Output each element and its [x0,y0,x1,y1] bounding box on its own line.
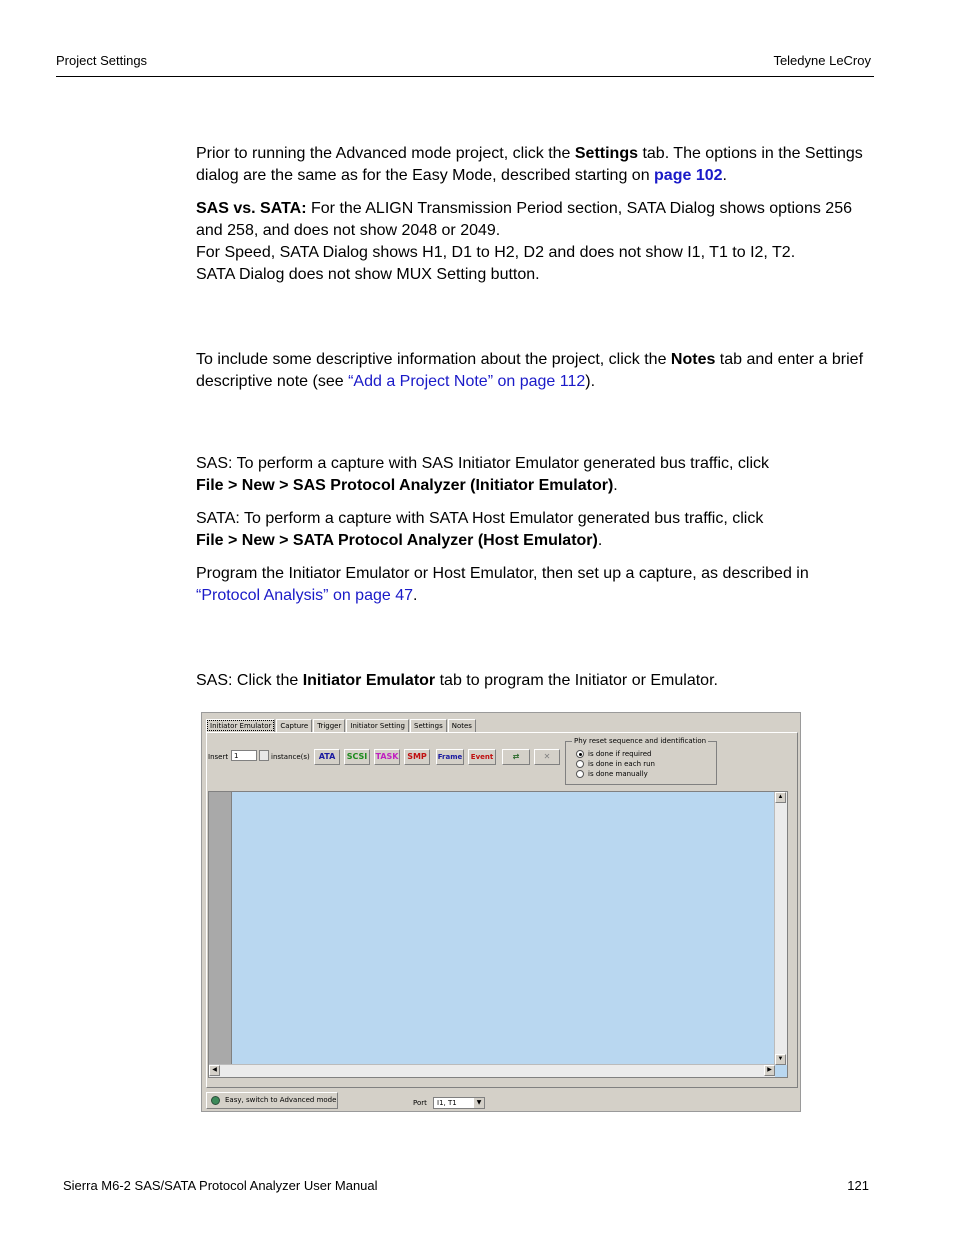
text: tab and enter a brief descriptive note (see [196,351,864,390]
settings-tab-term: Settings [574,145,638,162]
frame-button[interactable]: Frame [436,749,464,765]
page-102-link[interactable]: page 102 [654,167,723,184]
phy-option-manually[interactable] [576,770,648,778]
header-rule [56,76,874,77]
task-button[interactable]: TASK [374,749,400,765]
phy-option-each-run[interactable] [576,760,655,768]
move-arrows-icon: ⇄ [512,752,520,761]
phy-option-if-required[interactable] [576,750,651,758]
dialog-bottom-bar [201,1087,801,1112]
sas-vs-sata-label: SAS vs. SATA: [196,200,307,217]
protocol-analysis-link[interactable]: “Protocol Analysis” on page 47 [196,587,414,604]
sata-menu-path-bold: File > New > SATA Protocol Analyzer (Host Emulator) [196,532,598,549]
text: For the ALIGN Transmission Period section, SATA Dialog shows options 256 and 258, and does not show 2048 or 2049. [196,200,852,239]
scsi-button[interactable]: SCSI [344,749,370,765]
instances-label: instance(s) [271,753,310,761]
text: Prior to running the Advanced mode project, click the [196,145,575,162]
phy-reset-group [565,737,717,785]
text: . [613,477,618,494]
tab-initiator-setting[interactable]: Initiator Setting [346,719,409,732]
footer-page-number: 121 [847,1178,869,1193]
port-label: Port [413,1099,427,1107]
scroll-left-button[interactable] [209,1065,220,1076]
arrow-up-icon: ▲ [777,794,784,800]
initiator-emulator-term: Initiator Emulator [302,672,436,689]
phy-option-label: is done in each run [588,760,655,768]
speed-paragraph: For Speed, SATA Dialog shows H1, D1 to H2, D2 and does not show I1, T1 to I2, T2. [196,244,796,261]
vertical-scrollbar[interactable] [774,792,787,1065]
text: . [722,167,727,184]
insert-label: Insert [208,753,229,761]
add-project-note-link[interactable]: “Add a Project Note” on page 112 [348,373,586,390]
ata-button[interactable]: ATA [314,749,340,765]
notes-paragraph [196,349,876,393]
notes-section [196,349,876,393]
text: . [597,532,603,549]
easy-switch-label: Easy, switch to Advanced mode [225,1096,337,1104]
text: Program the Initiator Emulator or Host Emulator, then set up a capture, as described in [196,565,809,582]
dialog-tabs [206,719,477,732]
phy-option-label: is done manually [588,770,648,778]
insert-spinner[interactable] [259,750,269,761]
phy-reset-group-title: Phy reset sequence and identification [574,737,707,745]
scroll-up-button[interactable] [775,792,786,803]
port-select[interactable] [433,1097,485,1109]
radio-selected-icon [576,750,584,758]
sas-capture-text: SAS: To perform a capture with SAS Initiator Emulator generated bus traffic, click [196,455,770,472]
sata-capture-text: SATA: To perform a capture with SATA Host Emulator generated bus traffic, click [196,510,764,527]
text: ). [585,373,596,390]
arrow-right-icon: ▶ [767,1067,772,1073]
tab-notes[interactable]: Notes [448,719,476,732]
horizontal-scrollbar[interactable] [209,1064,775,1077]
phy-option-label: is done if required [588,750,652,758]
tab-initiator-emulator[interactable]: Initiator Emulator [206,719,275,732]
delete-button[interactable] [534,749,560,765]
settings-section [196,143,876,286]
capture-section [196,453,876,607]
arrow-down-icon: ▼ [777,1056,784,1062]
globe-icon [211,1096,220,1105]
scroll-down-button[interactable] [775,1054,786,1065]
text: SAS: Click the [196,672,303,689]
text: tab. The options in the Settings dialog are the same as for the Easy Mode, described starting on [196,145,863,184]
tab-trigger[interactable]: Trigger [313,719,345,732]
emulator-script-grid[interactable] [208,791,788,1078]
insert-count-input[interactable]: 1 [231,750,257,761]
radio-icon [576,770,584,778]
radio-icon [576,760,584,768]
port-selected-value: I1, T1 [437,1099,457,1107]
notes-tab-term: Notes [670,351,716,368]
sas-menu-path-bold: File > New > SAS Protocol Analyzer (Initiator Emulator) [196,477,614,494]
running-header-left: Project Settings [56,53,148,68]
running-header-right: Teledyne LeCroy [773,53,871,68]
program-paragraph [196,563,876,607]
mux-paragraph: SATA Dialog does not show MUX Setting button. [196,266,540,283]
close-icon: ✕ [543,752,551,761]
sata-menu-path [196,530,876,552]
tab-settings[interactable]: Settings [410,719,447,732]
arrow-left-icon: ◀ [212,1067,217,1073]
sas-vs-sata-paragraph [196,198,876,242]
chevron-down-icon: ▼ [474,1098,484,1108]
row-header-column [209,792,232,1065]
text: . [413,587,418,604]
text: To include some descriptive information about the project, click the [196,351,671,368]
event-button[interactable]: Event [468,749,496,765]
sas-menu-path [196,475,876,497]
scroll-right-button[interactable] [764,1065,775,1076]
easy-switch-button[interactable] [206,1092,338,1109]
text: tab to program the Initiator or Emulator. [435,672,718,689]
emulator-section [196,670,876,692]
emulator-paragraph [196,670,876,692]
footer-manual-title: Sierra M6-2 SAS/SATA Protocol Analyzer User Manual [63,1178,378,1193]
settings-paragraph [196,143,876,187]
tab-capture[interactable]: Capture [276,719,312,732]
move-arrows-button[interactable] [502,749,530,765]
smp-button[interactable]: SMP [404,749,430,765]
